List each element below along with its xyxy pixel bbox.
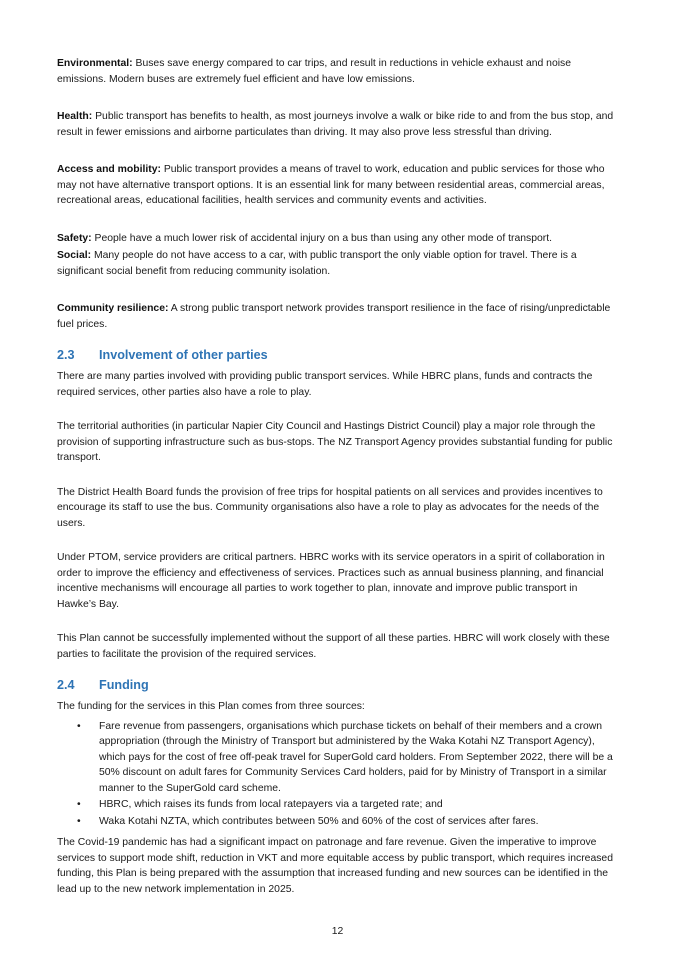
benefit-safety [57,231,619,247]
benefit-lead: Safety: [57,232,92,244]
funding-sources-list [57,719,619,830]
list-item-text: HBRC, which raises its funds from local ratepayers via a targeted rate; and [99,799,443,810]
benefit-lead: Environmental: [57,58,133,69]
section-title: Funding [99,678,149,692]
document-page [57,56,619,897]
paragraph: There are many parties involved with providing public transport services. While HBRC plans, funds and contracts the required services, other parties also have a role to play. [57,371,593,398]
benefit-text: Public transport has benefits to health, as most journeys involve a walk or bike ride to and from the bus stop, and result in fewer emissions and airborne particulates than driving. It may also prove less stressful than driving. [57,111,614,138]
list-item [57,797,619,813]
bullet-glyph: • [77,799,81,810]
bullet-glyph: • [77,720,81,732]
section-title: Involvement of other parties [99,348,268,362]
list-item-text: Waka Kotahi NZTA, which contributes between 50% and 60% of the cost of services after fares. [99,815,539,827]
benefit-health [57,109,619,140]
benefit-lead: Community resilience: [57,303,169,314]
benefit-text: Many people do not have access to a car, with public transport the only viable option for travel. There is a significant social benefit from reducing community isolation. [57,250,577,277]
paragraph: The Covid-19 pandemic has had a significant impact on patronage and fare revenue. Given the imperative to improve services to support mode shift, reduction in VKT and more equitable access by public transport, which requires increased funding, this Plan is being prepared with the assumption that increased funding and new sources can be identified in the lead up to the new network implementation in 2025. [57,837,613,895]
paragraph: The territorial authorities (in particular Napier City Council and Hastings District Council) play a major role through the provision of supporting infrastructure such as bus-stops. The NZ Transport Agency provides substantial funding for public transport. [57,421,613,463]
list-item-text: Fare revenue from passengers, organisations which purchase tickets on behalf of their members and a crown appropriation (through the Ministry of Transport but administered by the Waka Kotahi NZ Transport Agency), which pays for the cost of free off-peak travel for SuperGold card holders. From September 2022, there will be a 50% discount on adult fares for Community Services Card holders, paid for by Ministry of Transport in a similar manner to the SuperGold card scheme. [99,720,613,794]
list-item [57,814,619,830]
section-heading-2-3 [57,347,619,363]
paragraph: This Plan cannot be successfully implemented without the support of all these parties. HBRC will work closely with these parties to facilitate the provision of the required services. [57,633,610,660]
paragraph: The funding for the services in this Plan comes from three sources: [57,701,365,712]
benefit-text: Buses save energy compared to car trips, and result in reductions in vehicle exhaust and noise emissions. Modern buses are extremely fuel efficient and have low emissions. [57,58,572,85]
section-number: 2.4 [57,678,75,692]
benefit-lead: Health: [57,111,93,122]
benefit-lead: Social: [57,250,92,261]
benefit-community-resilience [57,301,619,332]
benefit-lead: Access and mobility: [57,164,161,175]
paragraph: Under PTOM, service providers are critical partners. HBRC works with its service operators in a spirit of collaboration in order to improve the efficiency and effectiveness of services. Practices such as annual business planning, and financial incentive mechanisms will encourage all parties to work together to plan, innovate and improve public transport in Hawke’s Bay. [57,552,605,610]
list-item [57,719,619,797]
benefit-text: People have a much lower risk of accidental injury on a bus than using any other mode of transport. [91,232,552,244]
section-heading-2-4 [57,677,619,693]
benefit-text: A strong public transport network provides transport resilience in the face of rising/unpredictable fuel prices. [57,303,611,330]
page-number: 12 [331,926,344,937]
paragraph: The District Health Board funds the provision of free trips for hospital patients on all services and provides incentives to encourage its staff to use the bus. Community organisations also have a role to play as advocates for the needs of the users. [57,486,603,529]
bullet-glyph: • [77,815,81,827]
benefit-environmental [57,56,619,87]
benefit-text: Public transport provides a means of travel to work, education and public services for those who may not have alternative transport options. It is an essential link for many between residential areas, commercial areas, recreational areas, educational facilities, health services and community events and activities. [57,164,605,206]
benefit-social [57,248,619,279]
benefit-access-mobility [57,162,619,209]
section-number: 2.3 [57,348,75,362]
